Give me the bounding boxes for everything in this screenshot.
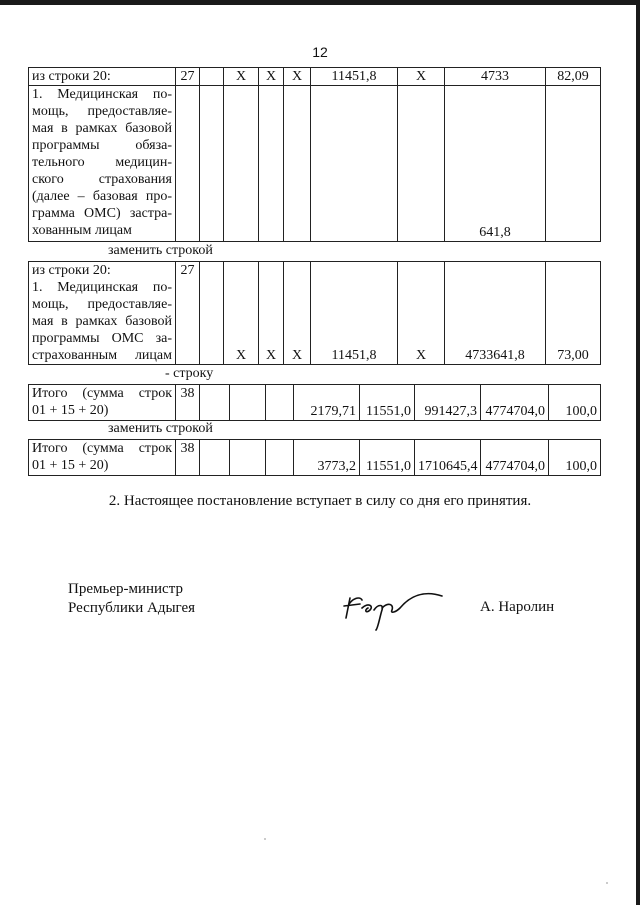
row-code: 38 <box>176 440 200 476</box>
table-row <box>29 68 601 86</box>
x-mark: X <box>398 68 445 86</box>
table-row <box>29 385 601 421</box>
percent-cell: 82,09 <box>546 68 601 86</box>
x-mark: X <box>259 68 284 86</box>
value-cell: 1710645,4 <box>415 440 481 476</box>
effective-date-paragraph: 2. Настоящее постановление вступает в силу со дня его принятия. <box>108 493 532 509</box>
value-cell: 4733641,8 <box>445 262 546 365</box>
value-cell: 4733 <box>445 68 546 86</box>
handwritten-signature-icon <box>338 584 450 632</box>
x-mark: X <box>259 262 284 365</box>
page-frame-right <box>636 0 640 905</box>
x-mark: X <box>284 262 311 365</box>
row-code: 27 <box>176 68 200 86</box>
page-number: 12 <box>312 44 328 60</box>
percent-cell: 100,0 <box>549 385 601 421</box>
table-row <box>29 262 601 365</box>
row-label: из строки 20: <box>29 68 176 86</box>
page-frame-top <box>0 0 640 5</box>
percent-cell: 73,00 <box>546 262 601 365</box>
table-total-replacement <box>28 439 601 476</box>
value-cell: 3773,2 <box>294 440 360 476</box>
row-code: 27 <box>176 262 200 365</box>
value-cell: 991427,3 <box>415 385 481 421</box>
table-row <box>29 86 601 242</box>
value-cell: 2179,71 <box>294 385 360 421</box>
table-replacement-row <box>28 261 601 365</box>
value-cell: 4774704,0 <box>481 440 549 476</box>
x-mark: X <box>398 262 445 365</box>
scan-speck <box>264 838 266 840</box>
row-description: Итого (сумма строк 01 + 15 + 20) <box>29 385 176 421</box>
x-mark: X <box>224 68 259 86</box>
value-cell: 4774704,0 <box>481 385 549 421</box>
row-code: 38 <box>176 385 200 421</box>
row-description: из строки 20: 1. Медицинская по- мощь, предоставляе- мая в рамках базовой программы ОМС за- страхованным лицам <box>29 262 176 365</box>
signatory-name: А. Наролин <box>480 599 555 615</box>
signatory-title: Премьер-министр Республики Адыгея <box>68 581 196 616</box>
value-cell: 11451,8 <box>311 68 398 86</box>
replace-instruction: заменить строкой <box>108 421 213 436</box>
value-cell: 11451,8 <box>311 262 398 365</box>
replace-instruction: заменить строкой <box>108 243 213 258</box>
row-description: 1. Медицинская по- мощь, предоставляе- мая в рамках базовой программы обяза- тельного медицин- ского страхования (далее – базовая про- грамма ОМС) застра- хованным лицам <box>29 86 176 242</box>
line-instruction: - строку <box>165 366 214 381</box>
value-cell: 11551,0 <box>360 440 415 476</box>
table-total-original <box>28 384 601 421</box>
row-description: Итого (сумма строк 01 + 15 + 20) <box>29 440 176 476</box>
empty-cell <box>200 262 224 365</box>
x-mark: X <box>224 262 259 365</box>
percent-cell: 100,0 <box>549 440 601 476</box>
value-cell: 11551,0 <box>360 385 415 421</box>
scan-speck <box>606 882 608 884</box>
table-row <box>29 440 601 476</box>
value-cell: 641,8 <box>445 86 546 242</box>
empty-cell <box>200 68 224 86</box>
table-original-row <box>28 67 601 242</box>
x-mark: X <box>284 68 311 86</box>
